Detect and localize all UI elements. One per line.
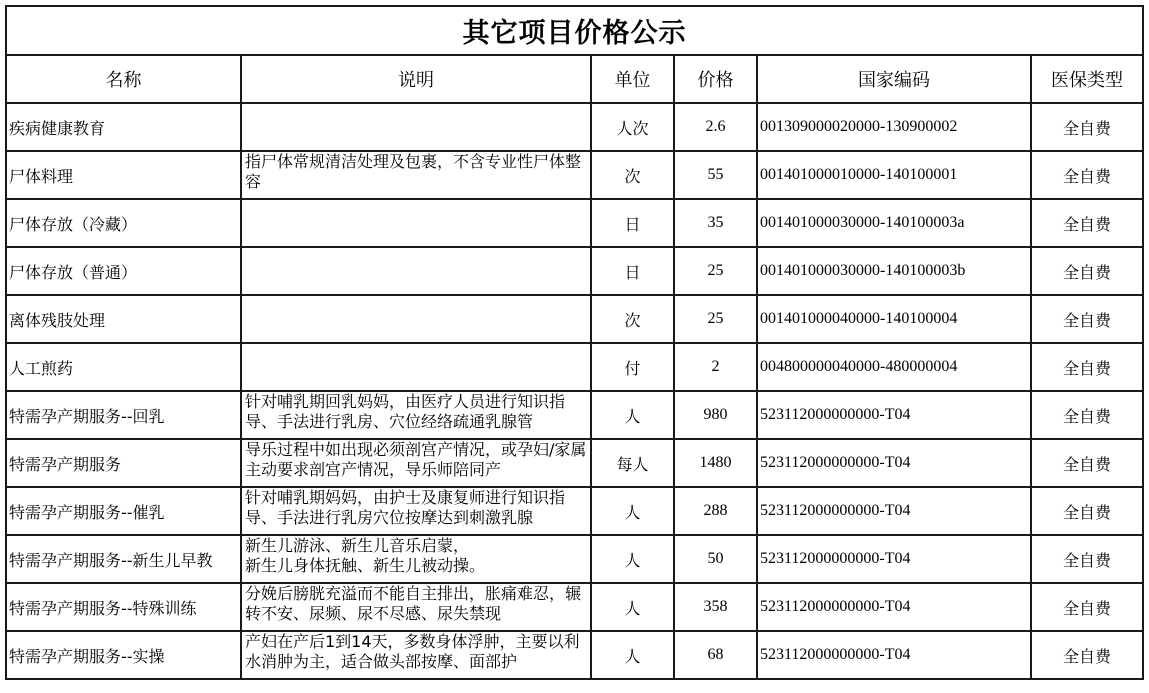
table-row	[6, 487, 1143, 535]
item-price: 2	[674, 343, 757, 391]
item-insurance-type: 全自费	[1031, 535, 1143, 583]
page-title: 其它项目价格公示	[6, 6, 1143, 55]
item-description: 分娩后膀胱充溢而不能自主排出，胀痛难忍，辗转不安、尿频、尿不尽感、尿失禁现	[241, 583, 591, 631]
column-header-insurance-type: 医保类型	[1031, 55, 1143, 103]
item-national-code: 001401000010000-140100001	[757, 151, 1031, 199]
table-row	[6, 631, 1143, 679]
item-insurance-type: 全自费	[1031, 247, 1143, 295]
item-price: 2.6	[674, 103, 757, 151]
item-name: 特需孕产期服务--催乳	[6, 487, 241, 535]
item-name: 尸体料理	[6, 151, 241, 199]
column-header-name: 名称	[6, 55, 241, 103]
item-insurance-type: 全自费	[1031, 439, 1143, 487]
item-name: 疾病健康教育	[6, 103, 241, 151]
item-description: 针对哺乳期回乳妈妈，由医疗人员进行知识指导、手法进行乳房、穴位经络疏通乳腺管	[241, 391, 591, 439]
item-national-code: 523112000000000-T04	[757, 487, 1031, 535]
item-unit: 人	[591, 535, 674, 583]
item-unit: 次	[591, 151, 674, 199]
item-insurance-type: 全自费	[1031, 199, 1143, 247]
item-description: 产妇在产后1到14天，多数身体浮肿，主要以利水消肿为主，适合做头部按摩、面部护	[241, 631, 591, 679]
item-price: 288	[674, 487, 757, 535]
price-sheet	[5, 5, 1142, 680]
item-price: 980	[674, 391, 757, 439]
item-name: 尸体存放（普通）	[6, 247, 241, 295]
table-row	[6, 151, 1143, 199]
item-national-code: 523112000000000-T04	[757, 583, 1031, 631]
item-description	[241, 247, 591, 295]
item-national-code: 001401000030000-140100003a	[757, 199, 1031, 247]
item-unit: 次	[591, 295, 674, 343]
table-header-row	[6, 55, 1143, 103]
item-description: 新生儿游泳、新生儿音乐启蒙， 新生儿身体抚触、新生儿被动操。	[241, 535, 591, 583]
column-header-national-code: 国家编码	[757, 55, 1031, 103]
item-price: 50	[674, 535, 757, 583]
column-header-unit: 单位	[591, 55, 674, 103]
item-insurance-type: 全自费	[1031, 343, 1143, 391]
item-national-code: 523112000000000-T04	[757, 535, 1031, 583]
item-description	[241, 343, 591, 391]
item-description	[241, 295, 591, 343]
item-national-code: 523112000000000-T04	[757, 631, 1031, 679]
item-price: 55	[674, 151, 757, 199]
item-insurance-type: 全自费	[1031, 583, 1143, 631]
table-row	[6, 295, 1143, 343]
item-national-code: 523112000000000-T04	[757, 391, 1031, 439]
item-name: 特需孕产期服务	[6, 439, 241, 487]
item-price: 68	[674, 631, 757, 679]
item-unit: 每人	[591, 439, 674, 487]
table-row	[6, 103, 1143, 151]
item-insurance-type: 全自费	[1031, 631, 1143, 679]
item-insurance-type: 全自费	[1031, 151, 1143, 199]
item-price: 1480	[674, 439, 757, 487]
item-name: 特需孕产期服务--新生儿早教	[6, 535, 241, 583]
table-row	[6, 391, 1143, 439]
price-table	[5, 5, 1144, 680]
table-row	[6, 535, 1143, 583]
item-description: 指尸体常规清洁处理及包裹，不含专业性尸体整容	[241, 151, 591, 199]
item-unit: 日	[591, 199, 674, 247]
item-name: 人工煎药	[6, 343, 241, 391]
item-unit: 人次	[591, 103, 674, 151]
table-row	[6, 247, 1143, 295]
item-name: 特需孕产期服务--特殊训练	[6, 583, 241, 631]
item-unit: 人	[591, 583, 674, 631]
item-unit: 人	[591, 391, 674, 439]
item-description: 导乐过程中如出现必须剖宫产情况，或孕妇/家属主动要求剖宫产情况，导乐师陪同产	[241, 439, 591, 487]
item-price: 25	[674, 247, 757, 295]
item-description	[241, 103, 591, 151]
item-unit: 日	[591, 247, 674, 295]
item-description: 针对哺乳期妈妈，由护士及康复师进行知识指导、手法进行乳房穴位按摩达到刺激乳腺	[241, 487, 591, 535]
item-insurance-type: 全自费	[1031, 487, 1143, 535]
item-name: 特需孕产期服务--回乳	[6, 391, 241, 439]
column-header-description: 说明	[241, 55, 591, 103]
item-insurance-type: 全自费	[1031, 295, 1143, 343]
item-price: 35	[674, 199, 757, 247]
item-national-code: 001401000040000-140100004	[757, 295, 1031, 343]
item-insurance-type: 全自费	[1031, 103, 1143, 151]
item-unit: 人	[591, 487, 674, 535]
item-national-code: 523112000000000-T04	[757, 439, 1031, 487]
item-name: 尸体存放（冷藏）	[6, 199, 241, 247]
item-name: 离体残肢处理	[6, 295, 241, 343]
item-insurance-type: 全自费	[1031, 391, 1143, 439]
item-national-code: 004800000040000-480000004	[757, 343, 1031, 391]
table-row	[6, 343, 1143, 391]
item-price: 25	[674, 295, 757, 343]
item-national-code: 001309000020000-130900002	[757, 103, 1031, 151]
item-price: 358	[674, 583, 757, 631]
item-name: 特需孕产期服务--实操	[6, 631, 241, 679]
table-row	[6, 583, 1143, 631]
item-unit: 付	[591, 343, 674, 391]
item-unit: 人	[591, 631, 674, 679]
item-national-code: 001401000030000-140100003b	[757, 247, 1031, 295]
column-header-price: 价格	[674, 55, 757, 103]
table-row	[6, 439, 1143, 487]
item-description	[241, 199, 591, 247]
table-row	[6, 199, 1143, 247]
